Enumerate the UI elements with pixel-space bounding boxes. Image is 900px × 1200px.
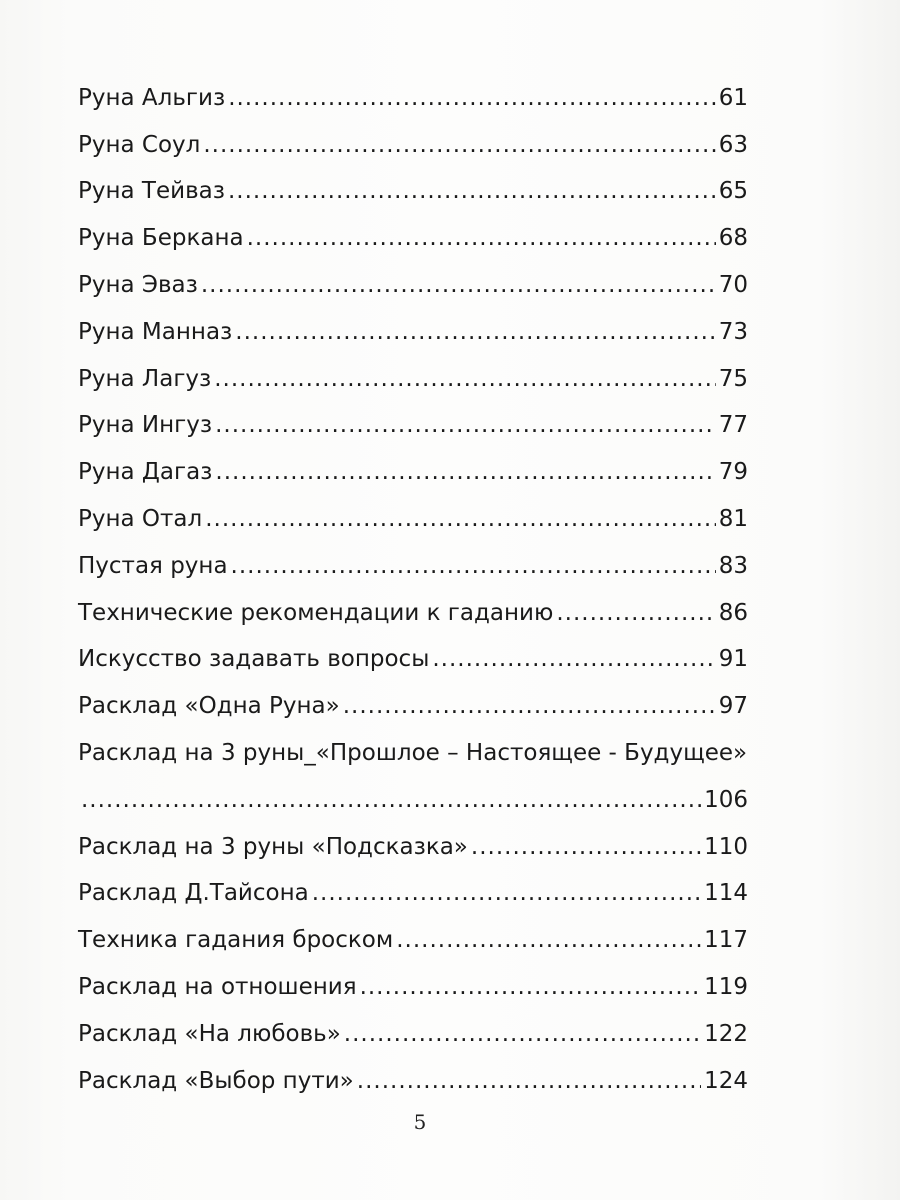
toc-entry-page: 75 xyxy=(718,365,748,392)
toc-entry-title: Руна Отал xyxy=(78,506,203,533)
dot-leader xyxy=(556,602,715,625)
dot-leader xyxy=(215,414,716,437)
toc-entry-title: Расклад на отношения xyxy=(78,974,357,1001)
toc-entry-page: 77 xyxy=(718,412,748,439)
toc-entry-page: 79 xyxy=(718,459,748,486)
toc-entry-page: 70 xyxy=(718,272,748,299)
toc-entry xyxy=(78,683,748,730)
toc-entry-title: Руна Беркана xyxy=(78,225,244,252)
toc-entry-title: Руна Лагуз xyxy=(78,365,212,392)
toc-entry-page: 117 xyxy=(704,927,748,954)
toc-entry-page: 63 xyxy=(718,131,748,158)
toc-entry-page: 91 xyxy=(718,646,748,673)
dot-leader xyxy=(343,695,716,718)
toc-entry-page: 114 xyxy=(704,880,748,907)
toc-entry xyxy=(78,637,748,684)
dot-leader xyxy=(396,929,701,952)
toc-entry xyxy=(78,215,748,262)
toc-entry-page: 97 xyxy=(718,693,748,720)
toc-entry xyxy=(78,169,748,216)
toc-entry xyxy=(78,403,748,450)
toc-entry-title: Руна Манназ xyxy=(78,318,233,345)
toc-entry-page: 110 xyxy=(704,833,748,860)
dot-leader xyxy=(235,321,715,344)
toc-entry-page: 119 xyxy=(704,974,748,1001)
toc-entry-page: 68 xyxy=(718,225,748,252)
dot-leader xyxy=(203,134,715,157)
dot-leader xyxy=(247,227,716,250)
toc-entry xyxy=(78,309,748,356)
toc-entry-title: Расклад на 3 руны «Подсказка» xyxy=(78,833,468,860)
toc-entry-title: Расклад на 3 руны_«Прошлое – Настоящее - Будущее» xyxy=(78,740,748,767)
toc-entry-page: 86 xyxy=(718,599,748,626)
dot-leader xyxy=(471,836,701,859)
page-number: 5 xyxy=(413,1110,427,1134)
toc-entry xyxy=(78,964,748,1011)
toc-entry-title: Расклад Д.Тайсона xyxy=(78,880,309,907)
dot-leader xyxy=(228,180,716,203)
toc-entry-title: Технические рекомендации к гаданию xyxy=(78,599,554,626)
toc-entry-first-line xyxy=(78,730,748,777)
toc-entry-title: Руна Альгиз xyxy=(78,84,226,111)
toc-entry xyxy=(78,75,748,122)
toc-entry-title: Расклад «Выбор пути» xyxy=(78,1067,354,1094)
toc-entry-page: 106 xyxy=(704,786,748,813)
toc-entry xyxy=(78,262,748,309)
toc-entry-page: 61 xyxy=(718,84,748,111)
toc-entry-page: 73 xyxy=(718,318,748,345)
toc-entry-page: 124 xyxy=(704,1067,748,1094)
toc-entry xyxy=(78,871,748,918)
table-of-contents xyxy=(78,75,748,1105)
toc-entry-title: Пустая руна xyxy=(78,552,228,579)
toc-entry-title: Руна Ингуз xyxy=(78,412,213,439)
toc-entry-second-line xyxy=(78,777,748,824)
toc-entry xyxy=(78,356,748,403)
toc-entry xyxy=(78,122,748,169)
toc-entry-title: Руна Дагаз xyxy=(78,459,213,486)
toc-entry-title: Руна Тейваз xyxy=(78,178,225,205)
toc-entry xyxy=(78,917,748,964)
dot-leader xyxy=(360,976,702,999)
toc-entry-title: Руна Эваз xyxy=(78,272,198,299)
toc-entry-page: 83 xyxy=(718,552,748,579)
dot-leader xyxy=(344,1023,701,1046)
dot-leader xyxy=(231,555,716,578)
toc-entry-title: Расклад «Одна Руна» xyxy=(78,693,340,720)
dot-leader xyxy=(312,882,701,905)
toc-entry-page: 122 xyxy=(704,1020,748,1047)
toc-entry xyxy=(78,496,748,543)
toc-entry-title: Искусство задавать вопросы xyxy=(78,646,430,673)
dot-leader xyxy=(357,1070,701,1093)
toc-entry xyxy=(78,590,748,637)
toc-entry-title: Расклад «На любовь» xyxy=(78,1020,341,1047)
dot-leader xyxy=(215,461,715,484)
toc-entry xyxy=(78,449,748,496)
dot-leader xyxy=(432,648,715,671)
dot-leader xyxy=(81,789,701,812)
toc-entry xyxy=(78,730,748,824)
dot-leader xyxy=(228,87,716,110)
toc-entry xyxy=(78,1011,748,1058)
dot-leader xyxy=(201,274,716,297)
toc-entry xyxy=(78,1058,748,1105)
toc-entry-title: Руна Соул xyxy=(78,131,201,158)
toc-entry-page: 65 xyxy=(718,178,748,205)
toc-entry xyxy=(78,543,748,590)
toc-entry xyxy=(78,824,748,871)
toc-entry-title: Техника гадания броском xyxy=(78,927,394,954)
dot-leader xyxy=(205,508,715,531)
toc-entry-page: 81 xyxy=(718,506,748,533)
dot-leader xyxy=(214,368,715,391)
